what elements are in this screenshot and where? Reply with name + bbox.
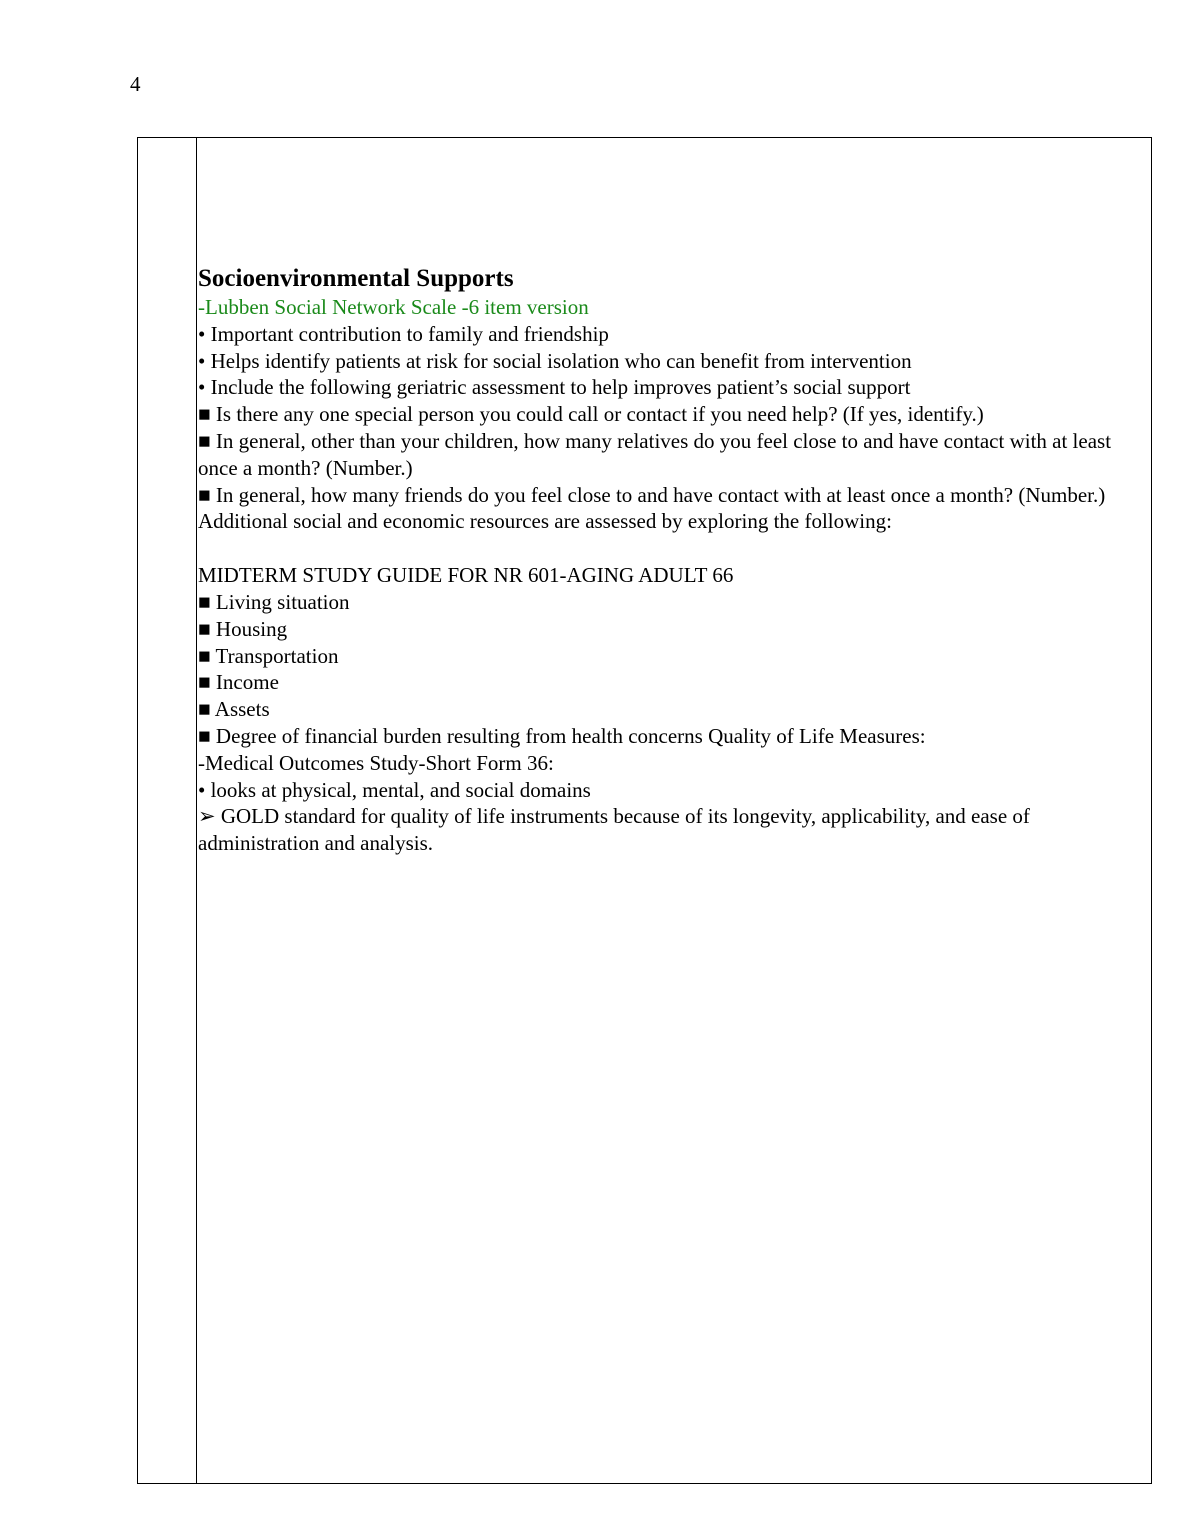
body-line: • Include the following geriatric assessment to help improves patient’s social support [198,375,911,400]
body-line: ➢ GOLD standard for quality of life instruments because of its longevity, applicability, and ease of administration and analysis. [198,804,1030,856]
body-line: ■ Living situation [198,589,350,614]
body-line: ■ Housing [198,616,288,641]
body-line: • looks at physical, mental, and social domains [198,777,591,802]
body-line: ■ In general, how many friends do you feel close to and have contact with at least once a month? (Number.) Additional social and economic resources are assessed by exploring the following: [198,482,1106,534]
body-line: ■ Is there any one special person you could call or contact if you need help? (If yes, identify.) [198,402,984,427]
body-line: ■ Transportation [198,643,339,668]
body-line: ■ Income [198,670,279,695]
body-line: • Important contribution to family and friendship [198,321,609,346]
body-line: ■ Assets [198,697,270,722]
body-line: • Helps identify patients at risk for social isolation who can benefit from intervention [198,348,912,373]
section-heading: Socioenvironmental Supports [198,265,514,292]
document-header-line: MIDTERM STUDY GUIDE FOR NR 601-AGING ADULT 66 [198,563,734,588]
page-number: 4 [130,72,141,96]
document-body [198,264,1148,857]
frame-divider [196,137,197,1484]
section-subheading: -Lubben Social Network Scale -6 item version [198,295,589,319]
body-line: ■ In general, other than your children, how many relatives do you feel close to and have contact with at least once a month? (Number.) [198,428,1112,480]
body-line: -Medical Outcomes Study-Short Form 36: [198,750,554,775]
blank-line [198,535,1148,562]
body-line: ■ Degree of financial burden resulting from health concerns Quality of Life Measures: [198,723,926,748]
